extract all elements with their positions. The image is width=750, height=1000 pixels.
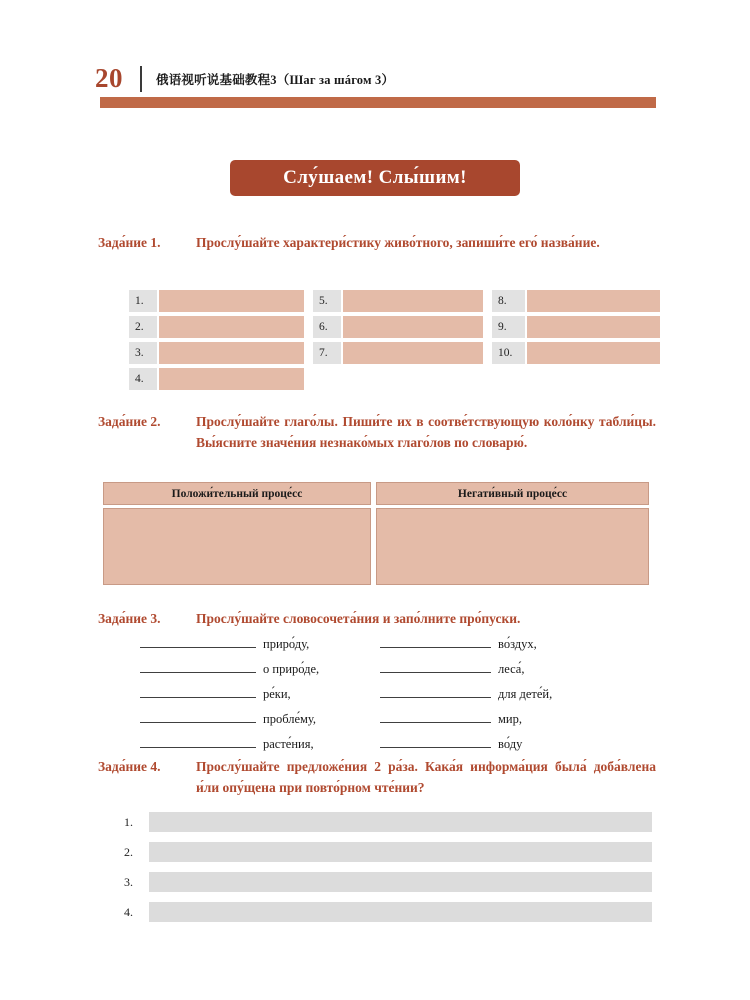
answer-input-bar[interactable] <box>149 812 652 832</box>
task-1-answer-grid <box>129 290 649 394</box>
grid-number: 1. <box>129 290 157 312</box>
answer-number: 2. <box>124 844 133 859</box>
grid-input-cell[interactable] <box>159 368 304 390</box>
grid-group-b <box>313 290 483 312</box>
grid-gap <box>483 316 492 338</box>
blank-input-1[interactable] <box>140 736 256 748</box>
task-2-table <box>103 482 649 585</box>
blank-input-1[interactable] <box>140 661 256 673</box>
blank-word-1: пробле́му, <box>263 712 317 726</box>
task-3-blank-lines <box>140 636 650 761</box>
grid-number: 9. <box>492 316 525 338</box>
blank-word-2: мир, <box>498 712 522 726</box>
grid-number: 2. <box>129 316 157 338</box>
grid-number: 7. <box>313 342 341 364</box>
task-3-text: Прослу́шайте словосочета́ния и запо́лните про́пуски. <box>196 611 521 626</box>
grid-group-c <box>492 342 660 364</box>
grid-number: 5. <box>313 290 341 312</box>
grid-gap <box>483 342 492 364</box>
blank-word-1: о приро́де, <box>263 662 320 676</box>
table-row <box>129 342 649 364</box>
grid-group-b <box>313 316 483 338</box>
task-2 <box>98 412 656 454</box>
column-header-negative: Негати́вный проце́сс <box>376 482 649 505</box>
grid-input-cell[interactable] <box>343 316 483 338</box>
page-number: 20 <box>95 62 123 93</box>
blank-input-1[interactable] <box>140 686 256 698</box>
blank-input-2[interactable] <box>380 661 491 673</box>
blank-input-1[interactable] <box>140 711 256 723</box>
answer-number: 4. <box>124 904 133 919</box>
header-rule <box>100 97 656 108</box>
answer-input-bar[interactable] <box>149 902 652 922</box>
grid-group-a <box>129 316 304 338</box>
grid-group-b <box>313 342 483 364</box>
grid-number: 3. <box>129 342 157 364</box>
blank-word-2: леса́, <box>498 662 525 676</box>
blank-word-2: во́здух, <box>498 637 537 651</box>
grid-number: 8. <box>492 290 525 312</box>
grid-number: 6. <box>313 316 341 338</box>
task-2-label: Зада́ние 2. <box>98 414 161 429</box>
grid-input-cell[interactable] <box>159 316 304 338</box>
blank-line-row <box>140 711 650 736</box>
grid-gap <box>483 290 492 312</box>
running-header <box>95 55 655 103</box>
answer-number: 3. <box>124 874 133 889</box>
blank-input-1[interactable] <box>140 636 256 648</box>
grid-gap <box>304 290 313 312</box>
blank-word-2: для дете́й, <box>498 687 553 701</box>
blank-word-1: расте́ния, <box>263 737 314 751</box>
blank-input-2[interactable] <box>380 736 491 748</box>
grid-input-cell[interactable] <box>343 342 483 364</box>
task-1-text: Прослу́шайте характери́стику живо́тного, запиши́те его́ назва́ние. <box>196 235 600 250</box>
grid-input-cell[interactable] <box>527 342 660 364</box>
header-title: 俄语视听说基础教程3（Шаг за шáгом 3） <box>156 73 395 87</box>
answer-number: 1. <box>124 814 133 829</box>
table-cell-positive[interactable] <box>103 508 371 585</box>
grid-input-cell[interactable] <box>527 316 660 338</box>
grid-input-cell[interactable] <box>527 290 660 312</box>
grid-number: 10. <box>492 342 525 364</box>
grid-group-c <box>492 316 660 338</box>
blank-input-2[interactable] <box>380 711 491 723</box>
blank-word-1: ре́ки, <box>263 687 291 701</box>
task-3 <box>98 609 656 630</box>
grid-gap <box>304 342 313 364</box>
list-item <box>124 812 652 832</box>
section-banner <box>230 160 520 196</box>
answer-input-bar[interactable] <box>149 842 652 862</box>
task-1-label: Зада́ние 1. <box>98 235 161 250</box>
table-cell-negative[interactable] <box>376 508 649 585</box>
task-2-text: Прослу́шайте глаго́лы. Пиши́те их в соотве́тствующую коло́нку табли́цы. Вы́ясните значе́ния незнако́мых глаго́лов по словарю́. <box>196 414 656 450</box>
header-divider <box>140 66 142 92</box>
grid-input-cell[interactable] <box>159 342 304 364</box>
list-item <box>124 842 652 862</box>
grid-group-a <box>129 290 304 312</box>
list-item <box>124 902 652 922</box>
blank-line-row <box>140 686 650 711</box>
table-header-row <box>103 482 649 505</box>
blank-input-2[interactable] <box>380 636 491 648</box>
task-4-answer-bars <box>124 812 652 932</box>
grid-group-c <box>492 290 660 312</box>
grid-input-cell[interactable] <box>343 290 483 312</box>
task-3-label: Зада́ние 3. <box>98 611 161 626</box>
table-row <box>129 290 649 312</box>
section-banner-label: Слу́шаем! Слы́шим! <box>283 167 467 188</box>
blank-word-1: приро́ду, <box>263 637 310 651</box>
blank-line-row <box>140 661 650 686</box>
grid-group-a <box>129 342 304 364</box>
blank-input-2[interactable] <box>380 686 491 698</box>
blank-word-2: во́ду <box>498 737 523 751</box>
task-4-label: Зада́ние 4. <box>98 759 161 774</box>
column-header-positive: Положи́тельный проце́сс <box>103 482 371 505</box>
grid-gap <box>304 316 313 338</box>
table-body-row <box>103 508 649 585</box>
grid-group-a <box>129 368 304 390</box>
task-1 <box>98 233 656 254</box>
table-row <box>129 316 649 338</box>
blank-line-row <box>140 636 650 661</box>
table-row <box>129 368 649 390</box>
list-item <box>124 872 652 892</box>
task-4 <box>98 757 656 799</box>
grid-number: 4. <box>129 368 157 390</box>
grid-input-cell[interactable] <box>159 290 304 312</box>
task-4-text: Прослу́шайте предложе́ния 2 ра́за. Кака́я информа́ция была́ доба́влена и́ли опу́щена при повто́рном чте́нии? <box>196 759 656 795</box>
answer-input-bar[interactable] <box>149 872 652 892</box>
